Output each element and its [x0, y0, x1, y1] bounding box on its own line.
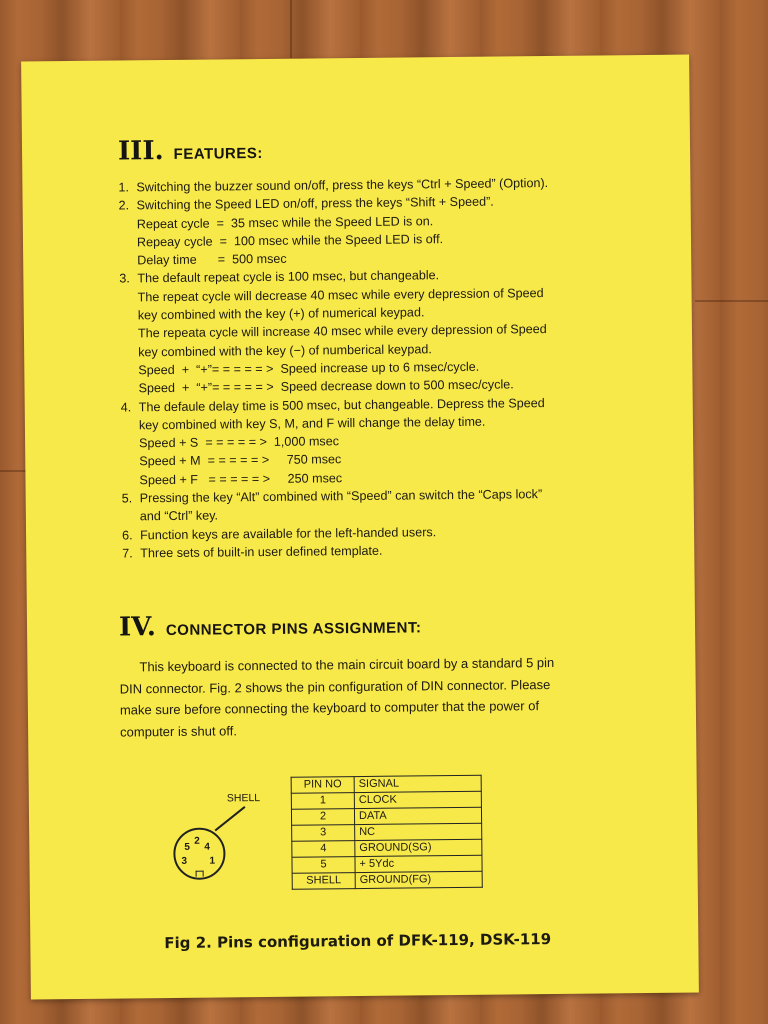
din-pin-label: 2 — [194, 835, 200, 847]
pin-number-cell: 2 — [291, 809, 354, 826]
list-item: The repeata cycle will increase 40 msec while every depression of Speed — [137, 322, 547, 341]
signal-cell: CLOCK — [354, 791, 481, 808]
signal-cell: GROUND(FG) — [355, 871, 482, 888]
list-item: Repeay cycle = 100 msec while the Speed LED is off. — [136, 232, 444, 250]
list-item: and “Ctrl” key. — [139, 508, 219, 524]
paragraph-line: make sure before connecting the keyboard to computer that the power of — [119, 698, 540, 718]
din-pin-label: 5 — [184, 841, 190, 853]
floor-seam — [695, 300, 768, 302]
section-3-heading — [118, 135, 263, 167]
list-item: Repeat cycle = 35 msec while the Speed LED is on. — [136, 213, 434, 231]
pin-number-cell: 3 — [292, 825, 355, 842]
list-item: key combined with key S, M, and F will change the delay time. — [138, 414, 486, 433]
list-item: Delay time = 500 msec — [137, 251, 287, 268]
list-item: key combined with the key (+) of numerical keypad. — [137, 305, 425, 323]
list-item: 2. Switching the Speed LED on/off, press the keys “Shift + Speed”. — [118, 194, 494, 213]
list-item: Speed + M = = = = = > 750 msec — [139, 452, 342, 469]
list-item: Speed + “+”= = = = = > Speed increase up to 6 msec/cycle. — [138, 359, 480, 378]
features-list — [118, 174, 552, 563]
pin-number-cell: 4 — [292, 841, 355, 858]
section-3-numeral: III. — [117, 136, 164, 167]
pin-number-cell: SHELL — [292, 873, 355, 890]
section-4-numeral: IV. — [118, 612, 157, 643]
pin-table — [291, 775, 483, 890]
paragraph-line: computer is shut off. — [120, 722, 238, 740]
table-header-cell: SIGNAL — [354, 775, 481, 792]
list-item: 5. Pressing the key “Alt” combined with “Speed” can switch the “Caps lock” — [121, 487, 543, 506]
section-4-heading — [119, 609, 422, 642]
list-item: 1. Switching the buzzer sound on/off, press the keys “Ctrl + Speed” (Option). — [118, 176, 549, 195]
pin-number-cell: 5 — [292, 857, 355, 874]
floor-seam — [290, 0, 292, 58]
document-sheet — [21, 55, 699, 1000]
table-row — [291, 791, 481, 809]
list-item: Speed + F = = = = = > 250 msec — [139, 470, 343, 488]
connector-paragraph — [119, 651, 630, 742]
table-header-cell: PIN NO — [291, 777, 354, 794]
paragraph-line: This keyboard is connected to the main circuit board by a standard 5 pin — [139, 654, 555, 675]
signal-cell: GROUND(SG) — [355, 839, 482, 856]
section-3-title: FEATURES: — [173, 144, 263, 163]
list-item: 3. The default repeat cycle is 100 msec, but changeable. — [119, 268, 440, 286]
list-item: 7. Three sets of built-in user defined template. — [122, 543, 383, 561]
din-notch — [196, 871, 204, 877]
list-item: Speed + S = = = = = > 1,000 msec — [139, 434, 340, 451]
list-item: 4. The defaule delay time is 500 msec, but changeable. Depress the Speed — [120, 395, 545, 415]
list-item: key combined with the key (−) of numberical keypad. — [138, 341, 432, 359]
shell-pointer-line — [215, 806, 246, 831]
paragraph-line: DIN connector. Fig. 2 shows the pin configuration of DIN connector. Please — [119, 676, 551, 697]
din-pin-label: 4 — [204, 841, 210, 853]
shell-label: SHELL — [226, 792, 261, 805]
table-header-row — [291, 775, 481, 793]
table-row — [292, 871, 482, 889]
pin-number-cell: 1 — [291, 793, 354, 810]
list-item: 6. Function keys are available for the left-handed users. — [121, 524, 437, 543]
list-item: The repeat cycle will decrease 40 msec while every depression of Speed — [137, 285, 544, 305]
list-item: Speed + “+”= = = = = > Speed decrease down to 500 msec/cycle. — [138, 377, 514, 396]
figure-caption: Fig 2. Pins configuration of DFK-119, DSK-119 — [164, 930, 552, 953]
signal-cell: + 5Ydc — [355, 855, 482, 872]
din-pin-label: 1 — [209, 855, 216, 867]
signal-cell: DATA — [354, 807, 481, 824]
section-4-title: CONNECTOR PINS ASSIGNMENT: — [165, 619, 422, 640]
din-pin-label: 3 — [181, 855, 188, 867]
signal-cell: NC — [355, 823, 482, 840]
